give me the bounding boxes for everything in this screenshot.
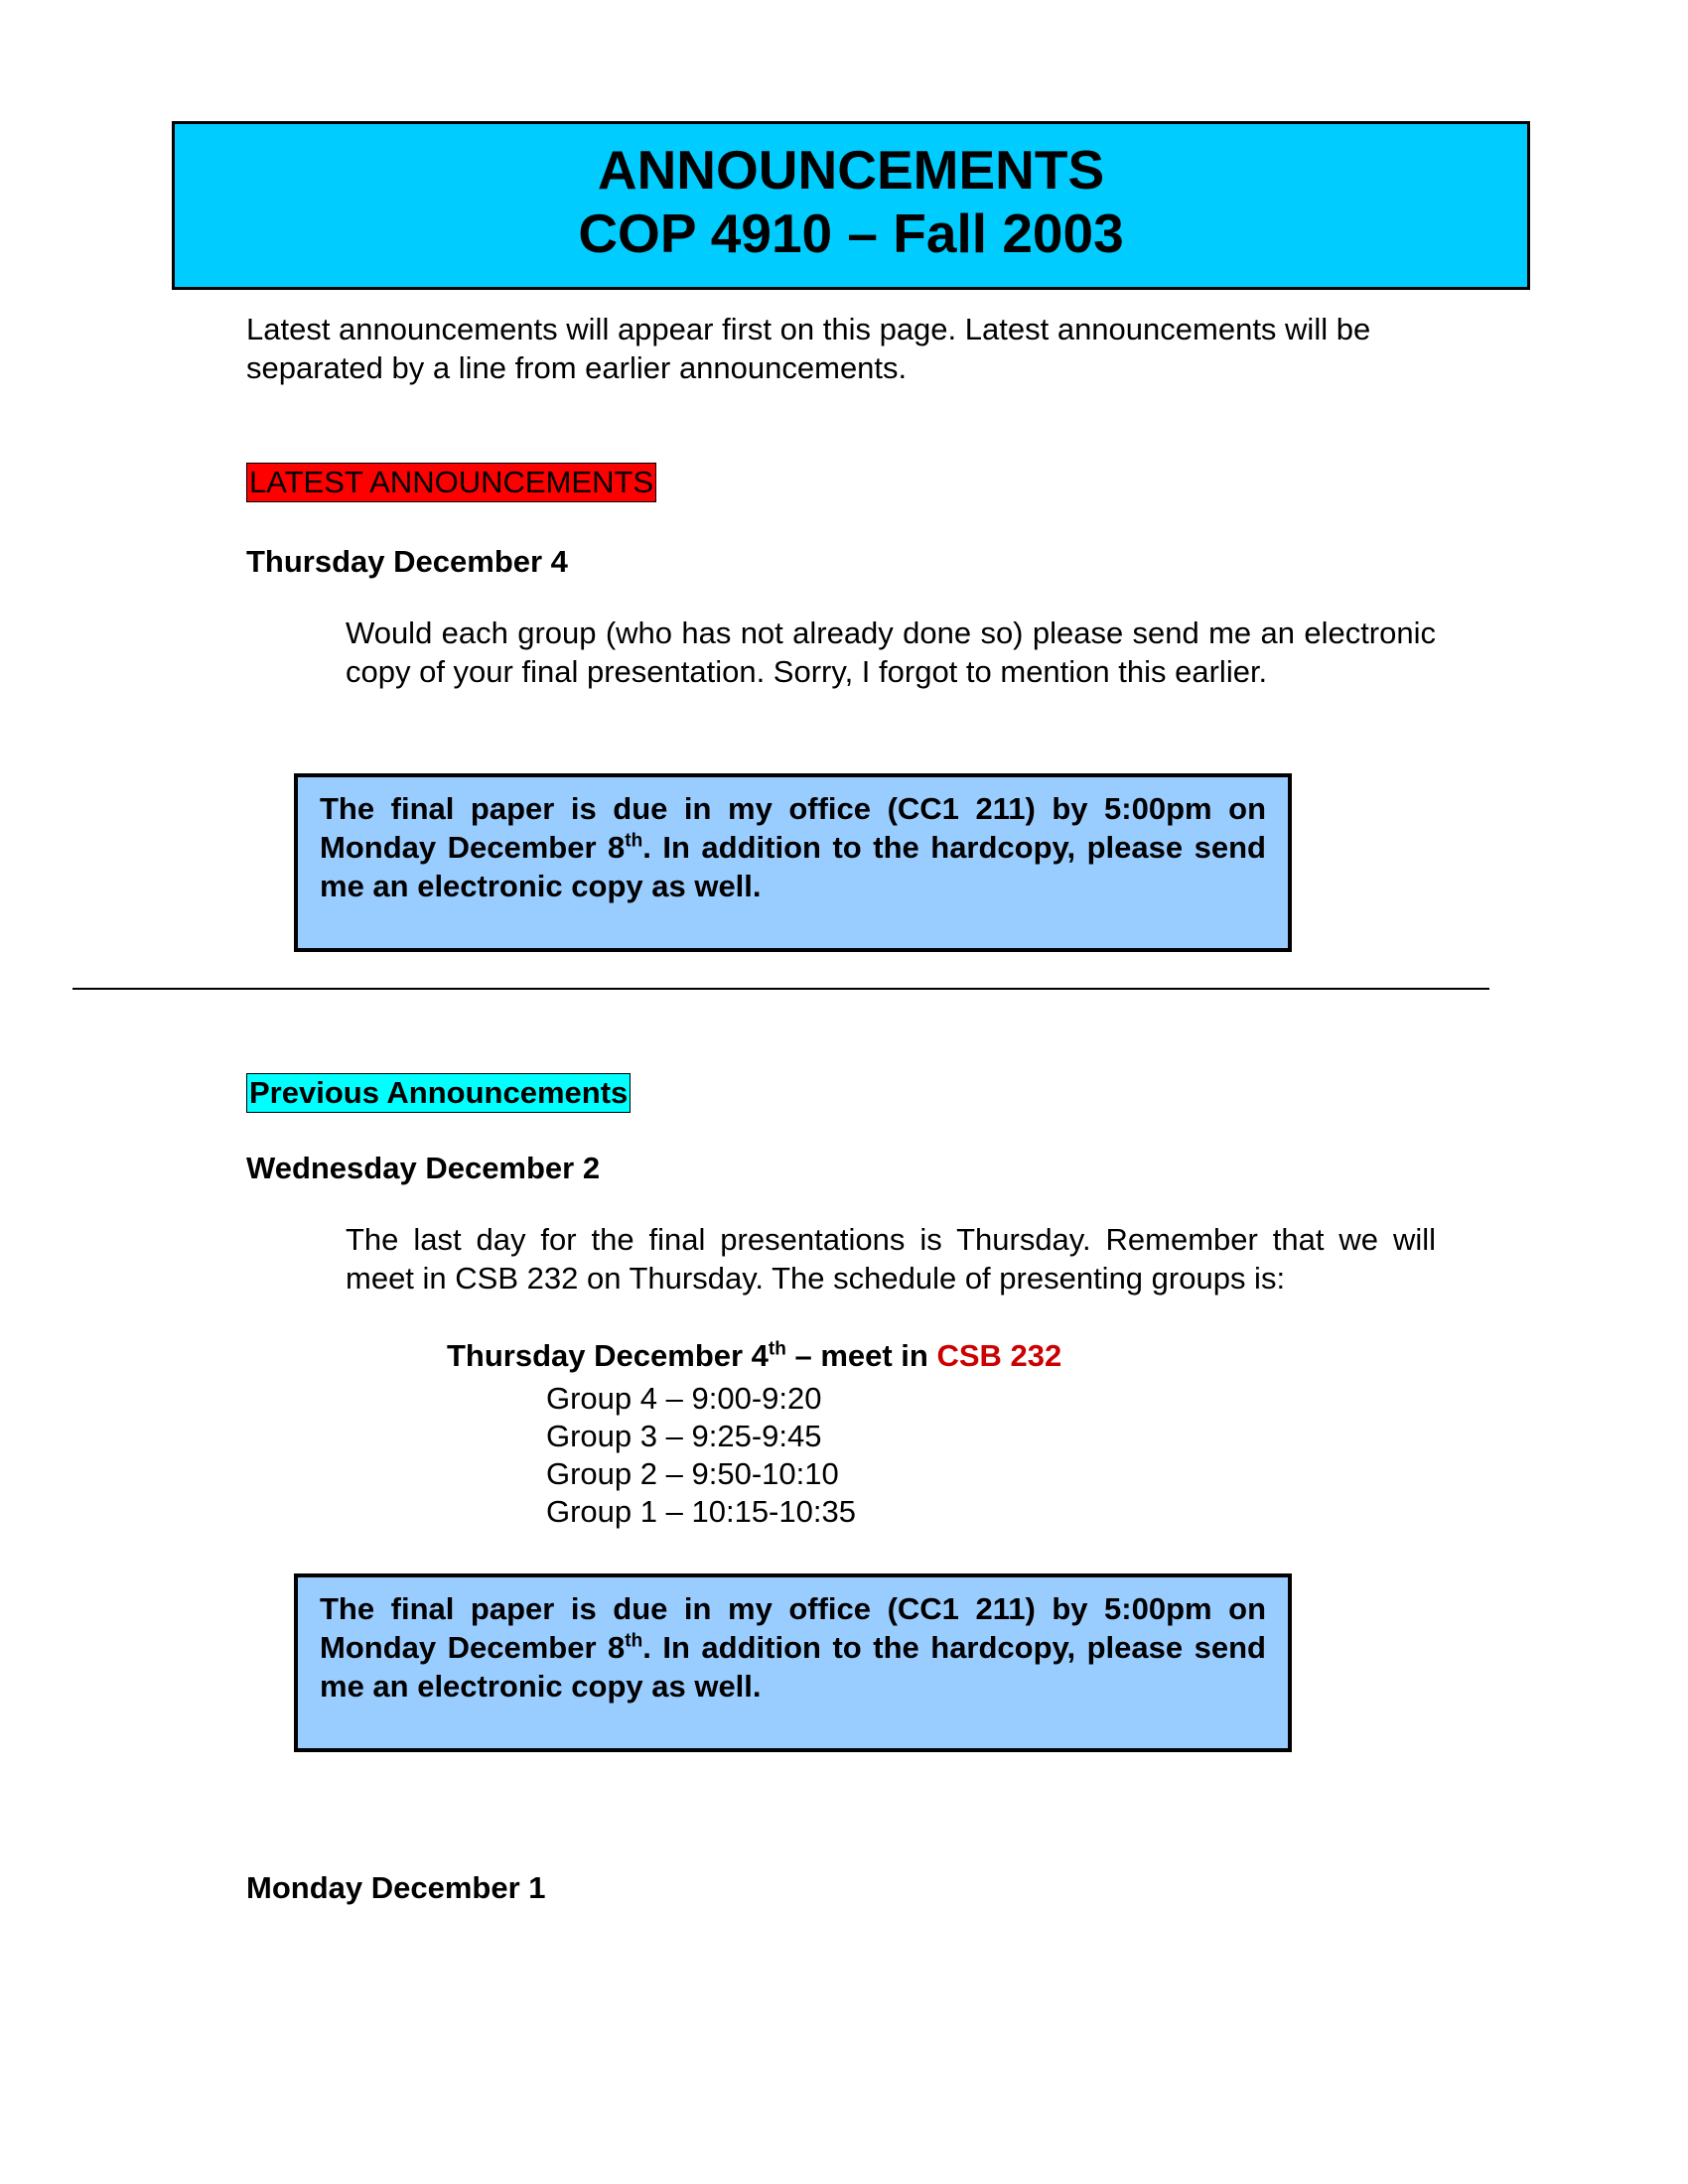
list-item: Group 2 – 9:50-10:10 (546, 1456, 839, 1491)
section-divider (72, 988, 1489, 990)
schedule-room: CSB 232 (936, 1338, 1062, 1373)
notice-text-part1: The final paper is due in my office (CC1 211) by 5:00pm on Monday December 8 (320, 791, 1266, 865)
title-banner (172, 121, 1530, 290)
previous-date-heading: Wednesday December 2 (246, 1151, 601, 1185)
latest-announcements-tag: LATEST ANNOUNCEMENTS (246, 463, 656, 502)
latest-date-heading: Thursday December 4 (246, 544, 568, 579)
schedule-superscript: th (768, 1338, 786, 1360)
monday-date-heading: Monday December 1 (246, 1870, 546, 1905)
page-title: ANNOUNCEMENTS (597, 139, 1105, 201)
schedule-meet-text: – meet in (785, 1338, 937, 1373)
notice-text-part1: The final paper is due in my office (CC1 211) by 5:00pm on Monday December 8 (320, 1591, 1266, 1665)
latest-notice-box (294, 773, 1292, 952)
schedule-day: Thursday December 4 (447, 1338, 769, 1373)
previous-body-text: The last day for the final presentations is Thursday. Remember that we will meet in CSB 232 on Thursday. The schedule of presenting groups is: (346, 1222, 1436, 1296)
notice-superscript: th (625, 830, 643, 852)
list-item: Group 4 – 9:00-9:20 (546, 1381, 822, 1416)
notice-text-part2: . In addition to the hardcopy, please send me an electronic copy as well. (320, 1630, 1266, 1704)
notice-text-part2: . In addition to the hardcopy, please send me an electronic copy as well. (320, 830, 1266, 903)
list-item: Group 3 – 9:25-9:45 (546, 1419, 822, 1453)
previous-notice-box (294, 1573, 1292, 1752)
notice-superscript: th (625, 1630, 643, 1652)
intro-text: Latest announcements will appear first on this page. Latest announcements will be separated by a line from earlier announcements. (246, 312, 1371, 385)
list-item: Group 1 – 10:15-10:35 (546, 1494, 856, 1529)
schedule-heading (447, 1338, 1061, 1374)
group-schedule-list (546, 1380, 856, 1531)
latest-body-text: Would each group (who has not already done so) please send me an electronic copy of your final presentation. Sorry, I forgot to mention this earlier. (346, 615, 1436, 689)
previous-announcements-tag: Previous Announcements (246, 1073, 631, 1113)
page-subtitle: COP 4910 – Fall 2003 (578, 203, 1124, 264)
